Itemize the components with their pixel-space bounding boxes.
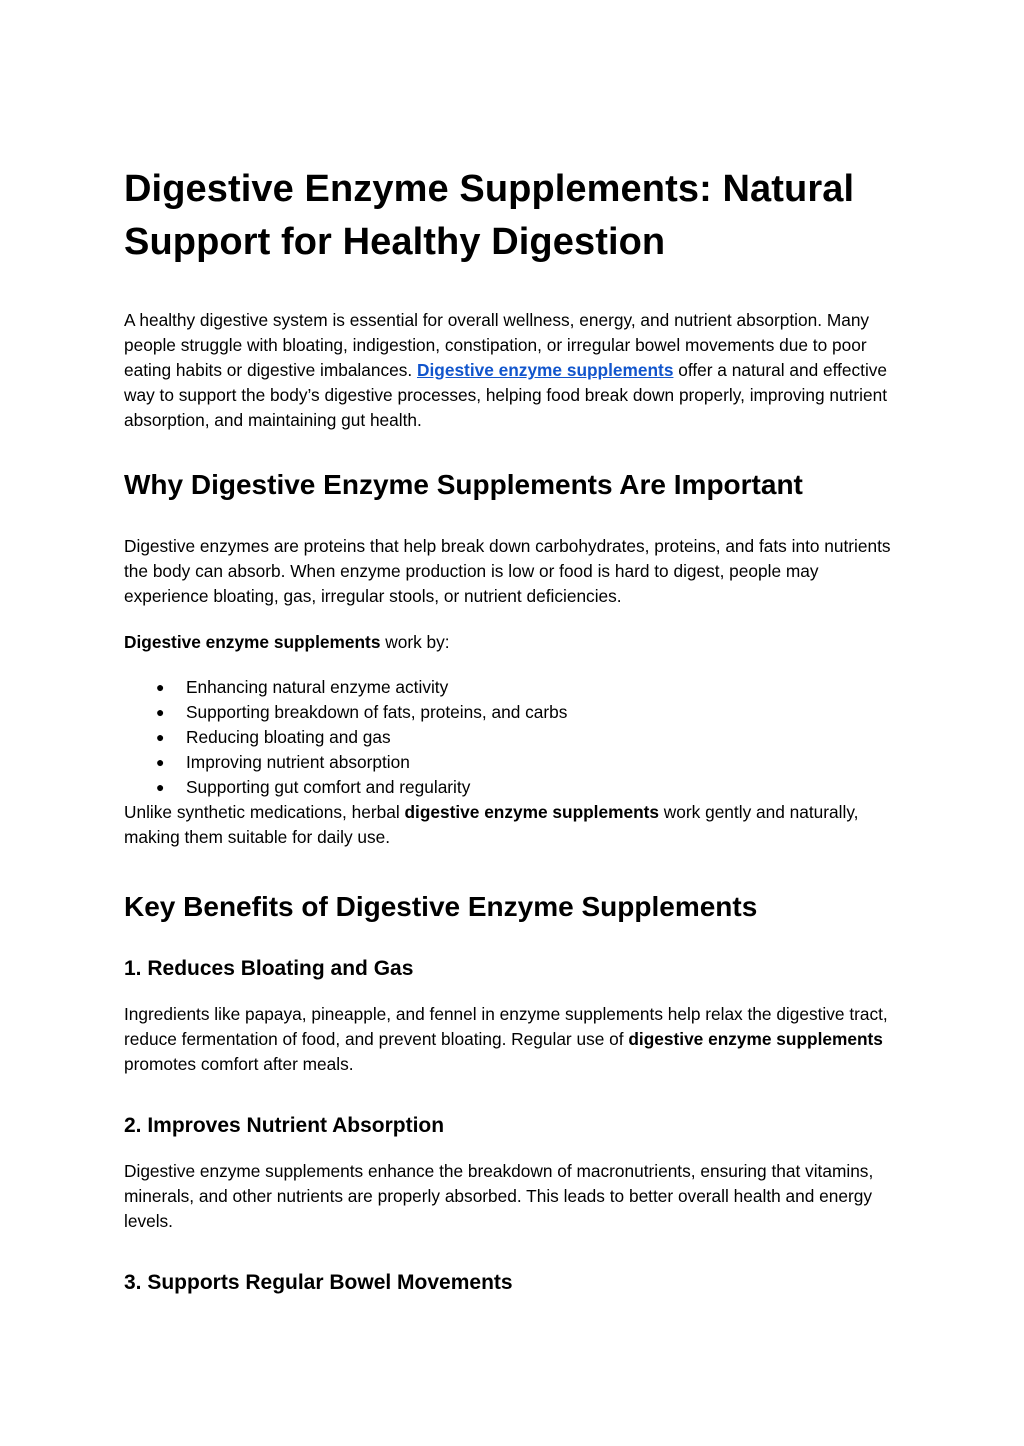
unlike-text-end: work gently and naturally, making them suitable for daily use.	[124, 802, 859, 847]
bullet-icon: ●	[156, 704, 165, 720]
bullet-icon: ●	[156, 679, 165, 695]
unlike-text-start: Unlike synthetic medications, herbal	[124, 802, 405, 822]
list-item-text: Enhancing natural enzyme activity	[186, 677, 449, 697]
list-item-text: Improving nutrient absorption	[186, 752, 410, 772]
benefit-bloating-text-start: Ingredients like papaya, pineapple, and fennel in enzyme supplements help relax the digestive tract, reduce fermentation of food, and prevent bloating. Regular use of	[124, 1004, 888, 1049]
section-heading-key-benefits: Key Benefits of Digestive Enzyme Supplements	[124, 891, 758, 922]
list-item	[124, 675, 900, 700]
list-item-text: Supporting gut comfort and regularity	[186, 777, 471, 797]
benefit-paragraph-bloating	[124, 1002, 900, 1077]
digestive-enzyme-supplements-link[interactable]: Digestive enzyme supplements	[417, 360, 674, 380]
benefit-bloating-bold: digestive enzyme supplements	[628, 1029, 883, 1049]
intro-text-end: offer a natural and effective way to support the body’s digestive processes, helping food break down properly, improving nutrient absorption, and maintaining gut health.	[124, 360, 888, 430]
list-item-text: Supporting breakdown of fats, proteins, and carbs	[186, 702, 568, 722]
benefit-heading-absorption: 2. Improves Nutrient Absorption	[124, 1114, 445, 1137]
list-item	[124, 750, 900, 775]
bullet-icon: ●	[156, 754, 165, 770]
bullet-icon: ●	[156, 729, 165, 745]
unlike-bold: digestive enzyme supplements	[404, 802, 659, 822]
benefit-heading-bowel: 3. Supports Regular Bowel Movements	[124, 1271, 513, 1294]
list-item-text: Reducing bloating and gas	[186, 727, 391, 747]
unlike-paragraph	[124, 800, 900, 850]
page-title: Digestive Enzyme Supplements: Natural Support for Healthy Digestion	[124, 168, 855, 263]
intro-text-start: A healthy digestive system is essential for overall wellness, energy, and nutrient absorption. Many people struggle with bloating, indigestion, constipation, or irregular bowel movements due to poor eating habits or digestive imbalances.	[124, 310, 870, 380]
list-item	[124, 700, 900, 725]
list-item	[124, 775, 900, 800]
bullet-icon: ●	[156, 779, 165, 795]
list-item	[124, 725, 900, 750]
work-by-paragraph	[124, 630, 900, 655]
section-heading-why: Why Digestive Enzyme Supplements Are Important	[124, 469, 803, 500]
benefits-bullet-list	[124, 675, 900, 800]
work-by-bold: Digestive enzyme supplements	[124, 632, 381, 652]
enzymes-paragraph: Digestive enzymes are proteins that help break down carbohydrates, proteins, and fats into nutrients the body can absorb. When enzyme production is low or food is hard to digest, people may experience bloating, gas, irregular stools, or nutrient deficiencies.	[124, 536, 891, 606]
benefit-heading-bloating: 1. Reduces Bloating and Gas	[124, 957, 414, 980]
benefit-paragraph-absorption: Digestive enzyme supplements enhance the breakdown of macronutrients, ensuring that vitamins, minerals, and other nutrients are properly absorbed. This leads to better overall health and energy levels.	[124, 1161, 874, 1231]
intro-paragraph	[124, 308, 900, 433]
benefit-bloating-text-end: promotes comfort after meals.	[124, 1054, 354, 1074]
work-by-rest: work by:	[380, 632, 450, 652]
